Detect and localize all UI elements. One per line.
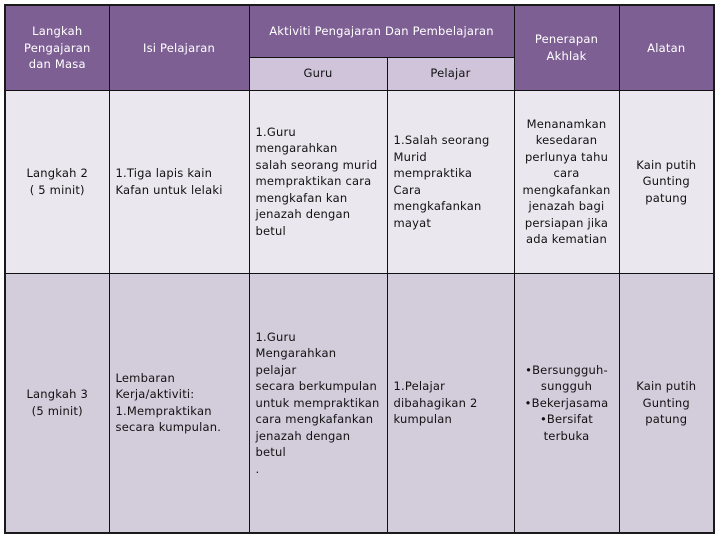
cell-pelajar: 1.Pelajar dibahagikan 2 kumpulan [387,273,514,533]
table-row [5,273,714,533]
cell-guru: 1.Guru Mengarahkan pelajar secara berkumpulan untuk mempraktikan cara mengkafankan jenazah dengan betul . [249,273,387,533]
header-guru: Guru [249,57,387,90]
cell-isi-pelajaran: 1.Tiga lapis kain Kafan untuk lelaki [109,90,249,273]
cell-penerapan-akhlak: •Bersungguh- sungguh •Bekerjasama •Bersifat terbuka [514,273,619,533]
cell-langkah: Langkah 2 ( 5 minit) [5,90,109,273]
cell-isi-pelajaran: Lembaran Kerja/aktiviti: 1.Mempraktikan secara kumpulan. [109,273,249,533]
lesson-plan-table [4,4,715,534]
cell-pelajar: 1.Salah seorang Murid mempraktika Cara mengkafankan mayat [387,90,514,273]
header-row-top [5,5,714,57]
header-langkah: Langkah Pengajaran dan Masa [5,5,109,90]
header-isi-pelajaran: Isi Pelajaran [109,5,249,90]
cell-guru: 1.Guru mengarahkan salah seorang murid mempraktikan cara mengkafan kan jenazah dengan betul [249,90,387,273]
table-row [5,90,714,273]
cell-penerapan-akhlak: Menanamkan kesedaran perlunya tahu cara mengkafankan jenazah bagi persiapan jika ada kematian [514,90,619,273]
cell-alatan: Kain putih Gunting patung [619,273,714,533]
cell-langkah: Langkah 3 (5 minit) [5,273,109,533]
header-penerapan-akhlak: Penerapan Akhlak [514,5,619,90]
header-pelajar: Pelajar [387,57,514,90]
header-alatan: Alatan [619,5,714,90]
header-aktiviti: Aktiviti Pengajaran Dan Pembelajaran [249,5,514,57]
cell-alatan: Kain putih Gunting patung [619,90,714,273]
